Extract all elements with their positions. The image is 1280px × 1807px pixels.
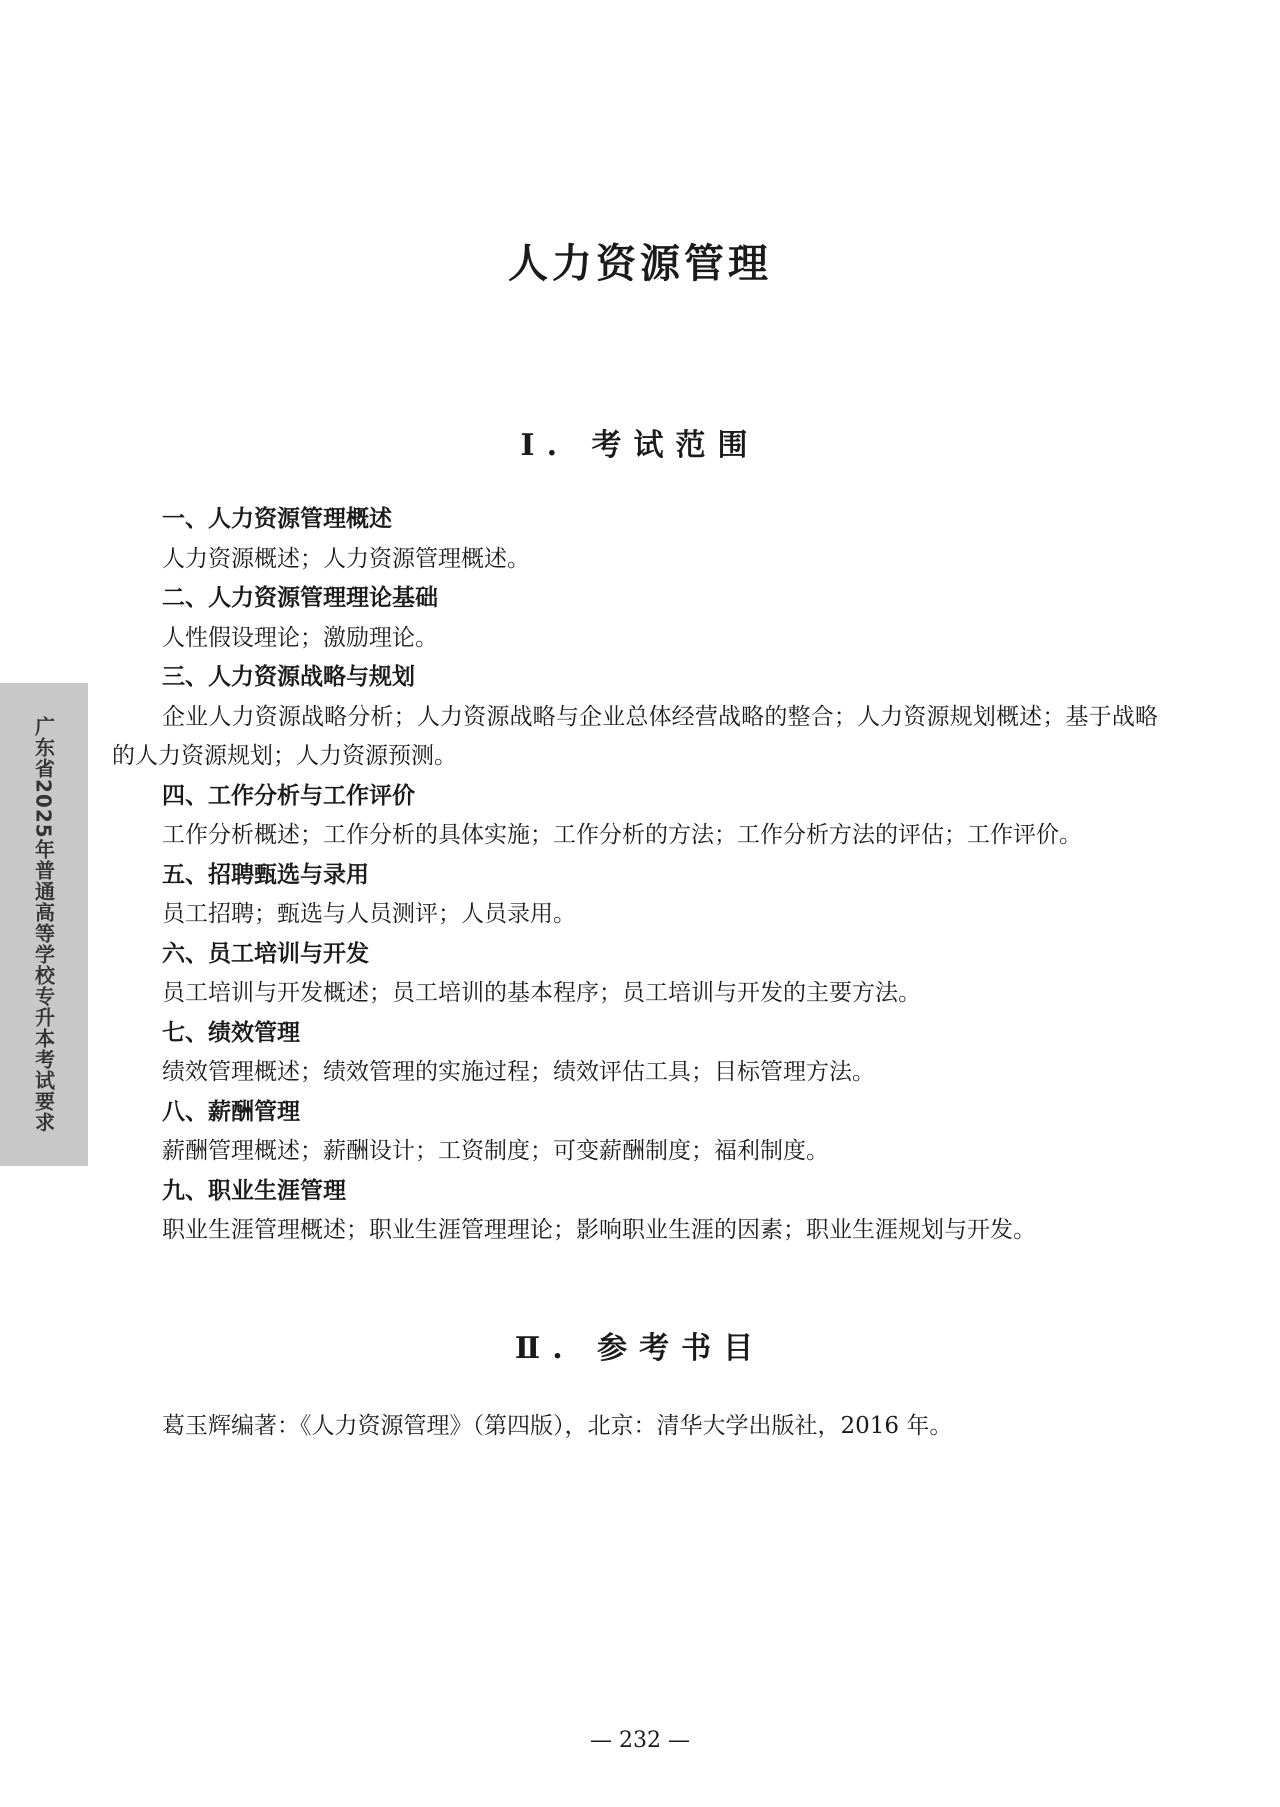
topic-heading-3: 三、人力资源战略与规划 bbox=[162, 664, 415, 690]
exam-scope-content bbox=[112, 500, 1158, 1251]
page-title: 人力资源管理 bbox=[508, 241, 772, 287]
topic-heading-8: 八、薪酬管理 bbox=[162, 1098, 300, 1125]
topic-body-4: 工作分析概述；工作分析的具体实施；工作分析的方法；工作分析方法的评估；工作评价。 bbox=[162, 822, 1082, 848]
topic-heading-2: 二、人力资源管理理论基础 bbox=[162, 585, 438, 611]
topic-body-8: 薪酬管理概述；薪酬设计；工资制度；可变薪酬制度；福利制度。 bbox=[162, 1138, 829, 1164]
exam-scope-heading: Ⅰ. 考试范围 bbox=[520, 428, 760, 463]
topic-heading-1: 一、人力资源管理概述 bbox=[162, 506, 392, 532]
topic-body-5: 员工招聘；甄选与人员测评；人员录用。 bbox=[162, 901, 576, 927]
side-tab bbox=[0, 683, 88, 1166]
topic-heading-7: 七、绩效管理 bbox=[162, 1019, 300, 1046]
topic-heading-9: 九、职业生涯管理 bbox=[162, 1177, 346, 1204]
topic-body-9: 职业生涯管理概述；职业生涯管理理论；影响职业生涯的因素；职业生涯规划与开发。 bbox=[162, 1217, 1036, 1243]
topic-heading-6: 六、员工培训与开发 bbox=[162, 940, 369, 967]
topic-body-1: 人力资源概述；人力资源管理概述。 bbox=[162, 545, 530, 572]
topic-heading-4: 四、工作分析与工作评价 bbox=[162, 782, 415, 809]
topic-body-6: 员工培训与开发概述；员工培训的基本程序；员工培训与开发的主要方法。 bbox=[162, 980, 921, 1006]
topic-heading-5: 五、招聘甄选与录用 bbox=[162, 861, 369, 888]
side-tab-label: 广东省2025年普通高等学校专升本考试要求 bbox=[31, 716, 56, 1133]
references-heading: Ⅱ. 参考书目 bbox=[514, 1331, 766, 1366]
page-number: — 232 — bbox=[590, 1728, 690, 1753]
topic-body-7: 绩效管理概述；绩效管理的实施过程；绩效评估工具；目标管理方法。 bbox=[162, 1059, 875, 1085]
topic-body-2: 人性假设理论；激励理论。 bbox=[162, 624, 438, 651]
topic-body-3: 企业人力资源战略分析；人力资源战略与企业总体经营战略的整合；人力资源规划概述；基于战略的人力资源规划；人力资源预测。 bbox=[112, 703, 1158, 769]
reference-entry: 葛玉辉编著：《人力资源管理》（第四版），北京：清华大学出版社，2016 年。 bbox=[162, 1413, 953, 1439]
